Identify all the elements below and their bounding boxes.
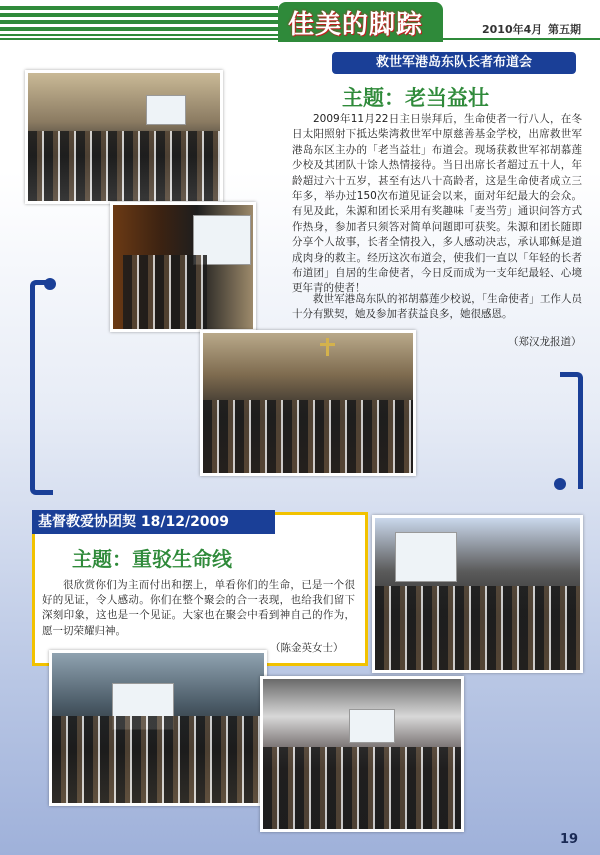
decorative-dot bbox=[44, 278, 56, 290]
cross-icon bbox=[326, 338, 329, 356]
article1-theme: 主题：老当益壮 bbox=[342, 86, 489, 110]
audience bbox=[263, 747, 461, 830]
photo-elderly-audience bbox=[25, 70, 223, 204]
issue-number: 第五期 bbox=[548, 23, 581, 36]
projection-screen bbox=[395, 532, 457, 582]
article2-credit: （陈金英女士） bbox=[270, 642, 344, 654]
projection-screen bbox=[349, 709, 395, 743]
article2-banner: 基督教爱协团契 18/12/2009 bbox=[32, 510, 275, 534]
photo-group-portrait-1 bbox=[200, 330, 416, 476]
group-members bbox=[52, 716, 264, 803]
article1-paragraph-1: 2009年11月22日主日崇拜后，生命使者一行八人，在冬日太阳照射下抵达柴湾救世军中原慈善基金学校，出席救世军港岛东区主办的「老当益壮」布道会。现场获救世军祁胡慕莲少校及其团队十馀人热情接待。当日出席长者超过五十人，年龄超过六十五岁，甚至有达八十高龄者，这是生命使者成立三年多，举办过150次布道见证会以来，面对年纪最大的会众。有见及此，朱源和团长采用有奖趣味「麦当劳」通识问答方式作热身，参加者只须答对简单问题即可获奖。朱源和团长随即分享个人故事，长者全情投入，多人感动决志，承认耶稣是道成肉身的救主。经历这次布道会，使我们一直以「年轻的长者布道团」自居的生命使者，今日反而成为一支年纪最轻、心境更年青的使者！ bbox=[292, 113, 582, 295]
decorative-bracket-right bbox=[560, 372, 583, 489]
photo-speaker-with-audience bbox=[372, 515, 583, 673]
photo-fellowship-audience bbox=[260, 676, 464, 832]
audience bbox=[375, 586, 580, 670]
group-members bbox=[203, 400, 413, 473]
projection-screen bbox=[146, 95, 186, 125]
article2-theme: 主题：重驳生命线 bbox=[72, 547, 232, 571]
article1-paragraph-2: 救世军港岛东队的祁胡慕莲少校说，「生命使者」工作人员十分有默契，她及参加者获益良多，她很感恩。 bbox=[292, 293, 582, 321]
article1-banner: 救世军港岛东队长者布道会 bbox=[332, 52, 576, 74]
header-stripes bbox=[0, 6, 278, 36]
page-header bbox=[0, 0, 600, 46]
article2-paragraph: 很欣赏你们为主而付出和摆上，单看你们的生命，已是一个很好的见证，令人感动。你们在整个聚会的合一表现，也给我们留下深刻印象，这也是一个见证。大家也在聚会中看到神自己的作为，愿一切荣耀归神。 bbox=[42, 579, 355, 637]
cross-icon-bar bbox=[320, 343, 335, 346]
page-number: 19 bbox=[560, 832, 579, 847]
section-title: 佳美的脚踪 bbox=[288, 10, 424, 40]
issue-date: 2010年4月 bbox=[482, 23, 543, 36]
speakers bbox=[123, 255, 207, 329]
decorative-dot bbox=[554, 478, 566, 490]
article1-credit: （郑汉龙报道） bbox=[508, 336, 582, 348]
seated-audience bbox=[28, 131, 220, 201]
photo-speakers-on-stage bbox=[110, 202, 256, 332]
photo-group-portrait-2 bbox=[49, 650, 267, 806]
decorative-bracket-left bbox=[30, 280, 53, 495]
